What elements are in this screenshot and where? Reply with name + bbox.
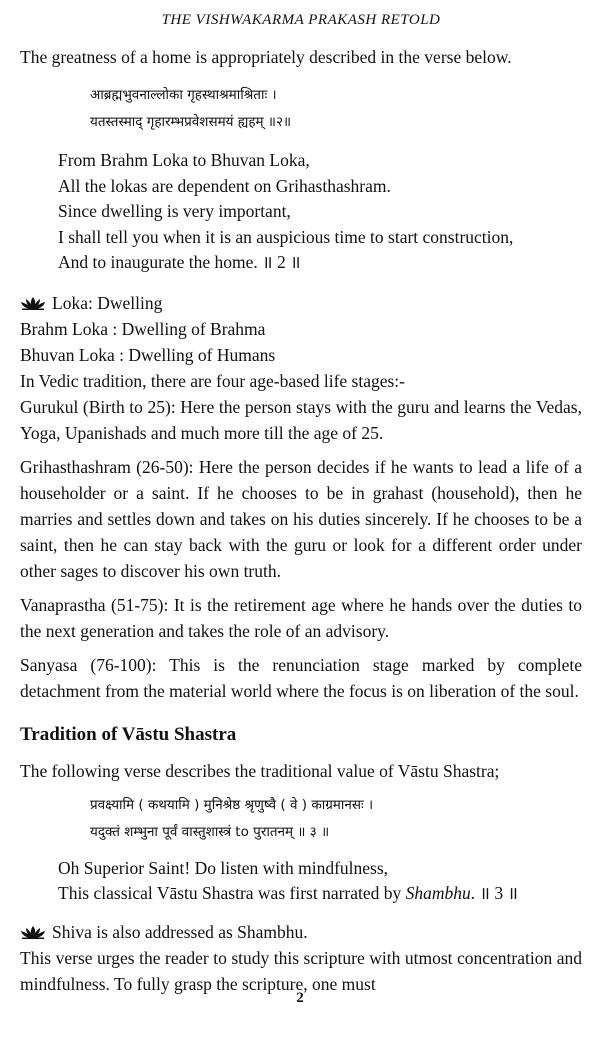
- verse-1-line-2: यतस्तस्माद् गृहारम्भप्रवेशसमयं ह्यहम् ॥२॥: [90, 114, 292, 130]
- poem-2-line-2-text: This classical Vāstu Shastra was first narrated by: [58, 883, 406, 903]
- notes-block-2: [20, 919, 582, 997]
- lotus-icon: [20, 925, 46, 939]
- translation-poem-1: [58, 148, 582, 276]
- closing-paragraph: This verse urges the reader to study this scripture with utmost concentration and mindfulness. To fully grasp the scripture, one must: [20, 947, 582, 994]
- verse-2-line-1: प्रवक्ष्यामि ( कथयामि ) मुनिश्रेष्ठ श्रृणुष्वै ( वे ) काग्रमानसः ।: [90, 796, 374, 813]
- note-loka: [20, 290, 582, 316]
- note-shiva-text: Shiva is also addressed as Shambhu.: [52, 921, 308, 942]
- poem-2-line-2: [58, 881, 582, 907]
- verse-1-line-1: आब्रह्मभुवनाल्लोका गृहस्थाश्रमाश्रिताः ।: [90, 87, 277, 103]
- note-vedic: In Vedic tradition, there are four age-based life stages:-: [20, 370, 405, 391]
- stage-vanaprastha: Vanaprastha (51-75): It is the retirement age where he hands over the duties to the next generation and takes the role of an advisory.: [20, 594, 582, 641]
- note-bhuvan-loka: Bhuvan Loka : Dwelling of Humans: [20, 344, 276, 365]
- notes-block-1: [20, 290, 582, 704]
- poem-2-line-2-end: . ॥ 3 ॥: [470, 883, 519, 903]
- poem-1-line-4: I shall tell you when it is an auspicious time to start construction,: [58, 226, 514, 247]
- running-header: THE VISHWAKARMA PRAKASH RETOLD: [161, 12, 441, 28]
- note-shiva: [20, 919, 582, 945]
- shambhu-emphasis: Shambhu: [405, 883, 471, 903]
- stage-grihasthashram: Grihasthashram (26-50): Here the person decides if he wants to lead a life of a householder or a saint. If he chooses to be in grahast (household), then he marries and settles down and takes on his duties sincerely. If he chooses to be a saint, then he can stay back with the guru or look for a different order under other sages to discover his own truth.: [20, 456, 582, 581]
- note-loka-text: Loka: Dwelling: [52, 292, 163, 313]
- page: [20, 0, 582, 997]
- verse-2-line-2: यदुक्तं शम्भुना पूर्वं वास्तुशास्त्रं to पुरातनम् ॥ ३ ॥: [90, 823, 330, 840]
- poem-2-line-1: Oh Superior Saint! Do listen with mindfulness,: [58, 857, 389, 878]
- lotus-icon: [20, 296, 46, 310]
- section-intro: The following verse describes the traditional value of Vāstu Shastra;: [20, 760, 500, 781]
- section-heading: Tradition of Vāstu Shastra: [20, 723, 237, 745]
- stage-sanyasa: Sanyasa (76-100): This is the renunciation stage marked by complete detachment from the material world where the focus is on liberation of the soul.: [20, 654, 582, 701]
- translation-poem-2: [58, 856, 582, 907]
- poem-1-line-1: From Brahm Loka to Bhuvan Loka,: [58, 150, 310, 170]
- poem-1-line-3: Since dwelling is very important,: [58, 201, 291, 221]
- stage-gurukul: Gurukul (Birth to 25): Here the person stays with the guru and learns the Vedas, Yoga, Upanishads and much more till the age of 25.: [20, 396, 582, 443]
- page-number: 2: [296, 990, 304, 1006]
- note-brahm-loka: Brahm Loka : Dwelling of Brahma: [20, 318, 266, 339]
- sanskrit-verse-2: [90, 792, 582, 846]
- sanskrit-verse-1: [90, 82, 582, 136]
- poem-1-line-2: All the lokas are dependent on Grihasthashram.: [58, 175, 391, 196]
- intro-paragraph: The greatness of a home is appropriately described in the verse below.: [20, 47, 512, 67]
- poem-1-line-5: And to inaugurate the home. ॥ 2 ॥: [58, 252, 301, 272]
